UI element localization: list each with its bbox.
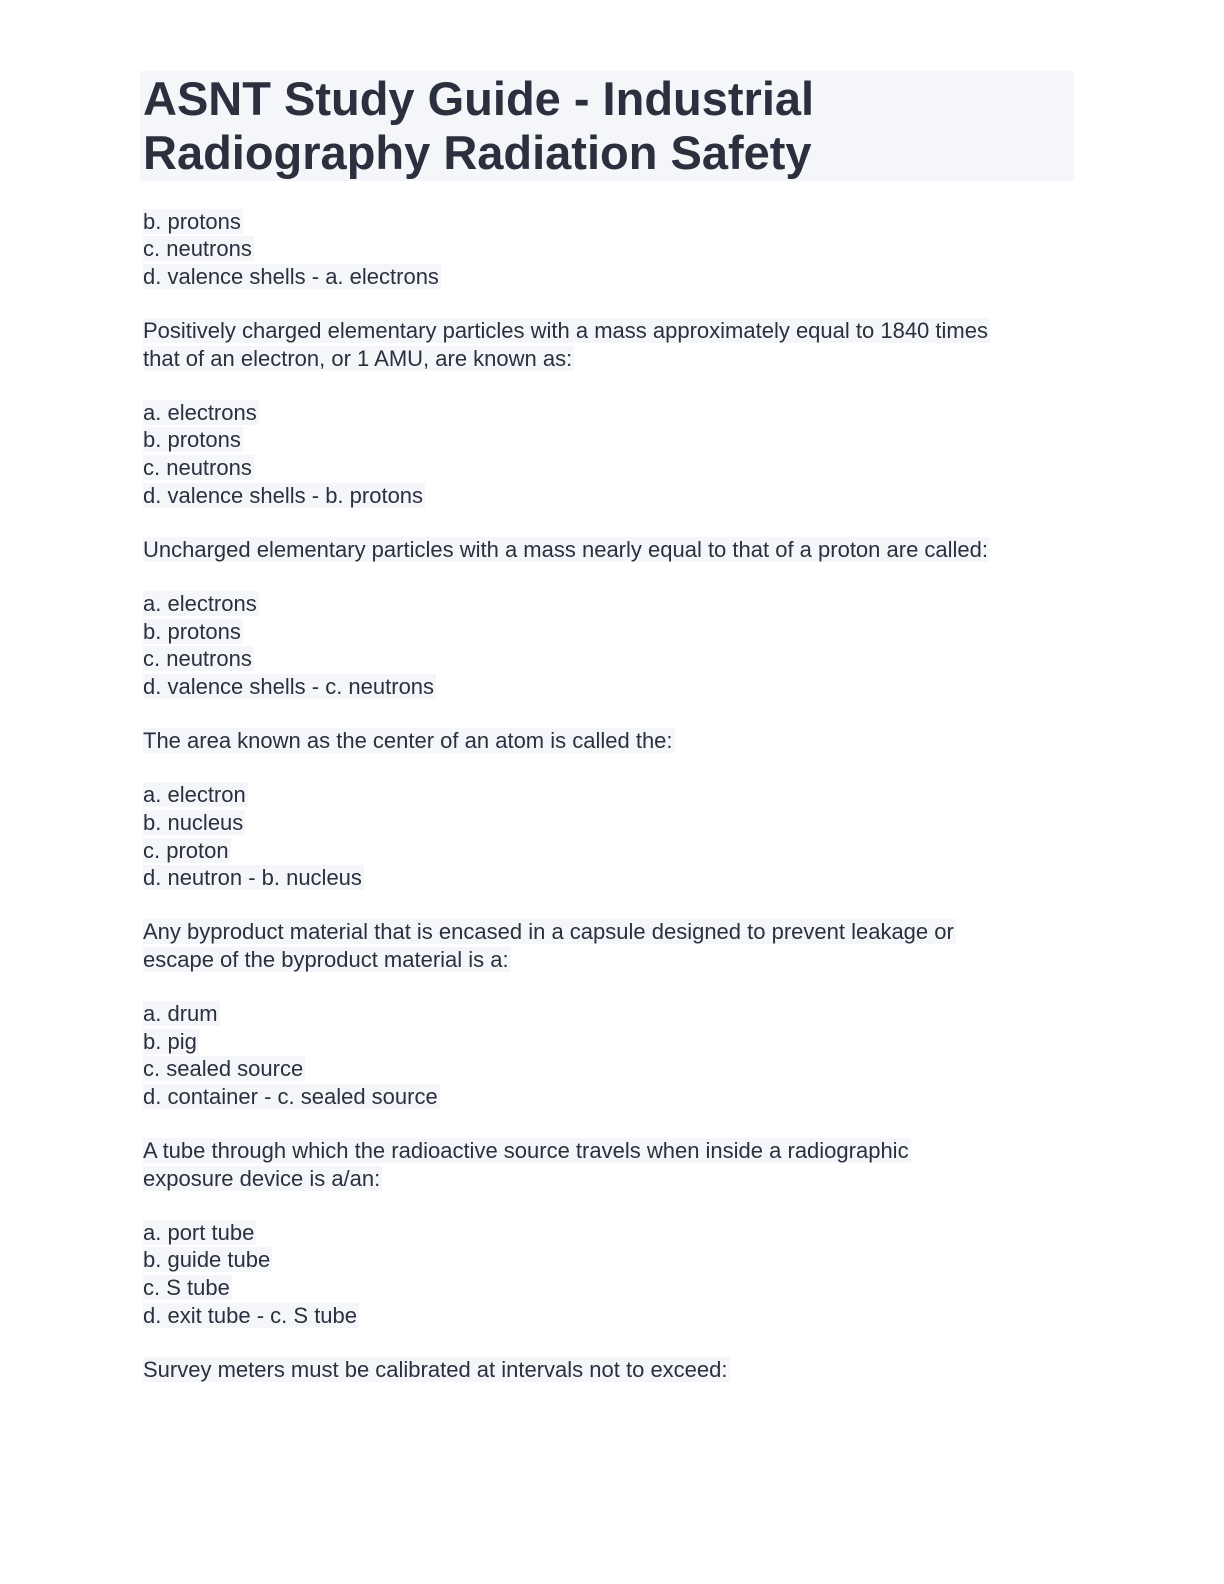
- answer-option: d. valence shells - c. neutrons: [143, 674, 435, 699]
- answer-option: d. valence shells - b. protons: [143, 483, 424, 508]
- answer-option: a. drum: [143, 1001, 218, 1026]
- answer-option: a. electrons: [143, 591, 257, 616]
- title-line-2: Radiography Radiation Safety: [143, 126, 812, 179]
- text-line: c. neutrons: [143, 236, 252, 261]
- answer-option: b. pig: [143, 1029, 197, 1054]
- question-text: The area known as the center of an atom is called the:: [143, 728, 673, 753]
- answer-option: c. S tube: [143, 1275, 230, 1300]
- answer-option: a. port tube: [143, 1220, 255, 1245]
- question-text: that of an electron, or 1 AMU, are known as:: [143, 346, 573, 371]
- answer-option: c. neutrons: [143, 455, 252, 480]
- question-text: Any byproduct material that is encased in a capsule designed to prevent leakage or: [143, 919, 954, 944]
- text-line: d. valence shells - a. electrons: [143, 264, 439, 289]
- question-text: Positively charged elementary particles with a mass approximately equal to 1840 times: [143, 318, 988, 343]
- answer-option: c. sealed source: [143, 1056, 304, 1081]
- question-text: Survey meters must be calibrated at intervals not to exceed:: [143, 1357, 728, 1382]
- answer-option: c. neutrons: [143, 646, 252, 671]
- question-text: exposure device is a/an:: [143, 1166, 381, 1191]
- answer-option: c. proton: [143, 838, 229, 863]
- answer-option: d. container - c. sealed source: [143, 1084, 438, 1109]
- text-line: b. protons: [143, 209, 241, 234]
- question-text: escape of the byproduct material is a:: [143, 947, 509, 972]
- question-text: A tube through which the radioactive source travels when inside a radiographic: [143, 1138, 909, 1163]
- answer-option: d. neutron - b. nucleus: [143, 865, 362, 890]
- question-text: Uncharged elementary particles with a mass nearly equal to that of a proton are called:: [143, 537, 989, 562]
- answer-option: d. exit tube - c. S tube: [143, 1303, 358, 1328]
- answer-option: a. electrons: [143, 400, 257, 425]
- answer-option: b. nucleus: [143, 810, 244, 835]
- answer-option: b. protons: [143, 427, 241, 452]
- answer-option: a. electron: [143, 782, 246, 807]
- answer-option: b. guide tube: [143, 1247, 271, 1272]
- answer-option: b. protons: [143, 619, 241, 644]
- title-line-1: ASNT Study Guide - Industrial: [143, 72, 815, 125]
- document-title: [143, 72, 814, 180]
